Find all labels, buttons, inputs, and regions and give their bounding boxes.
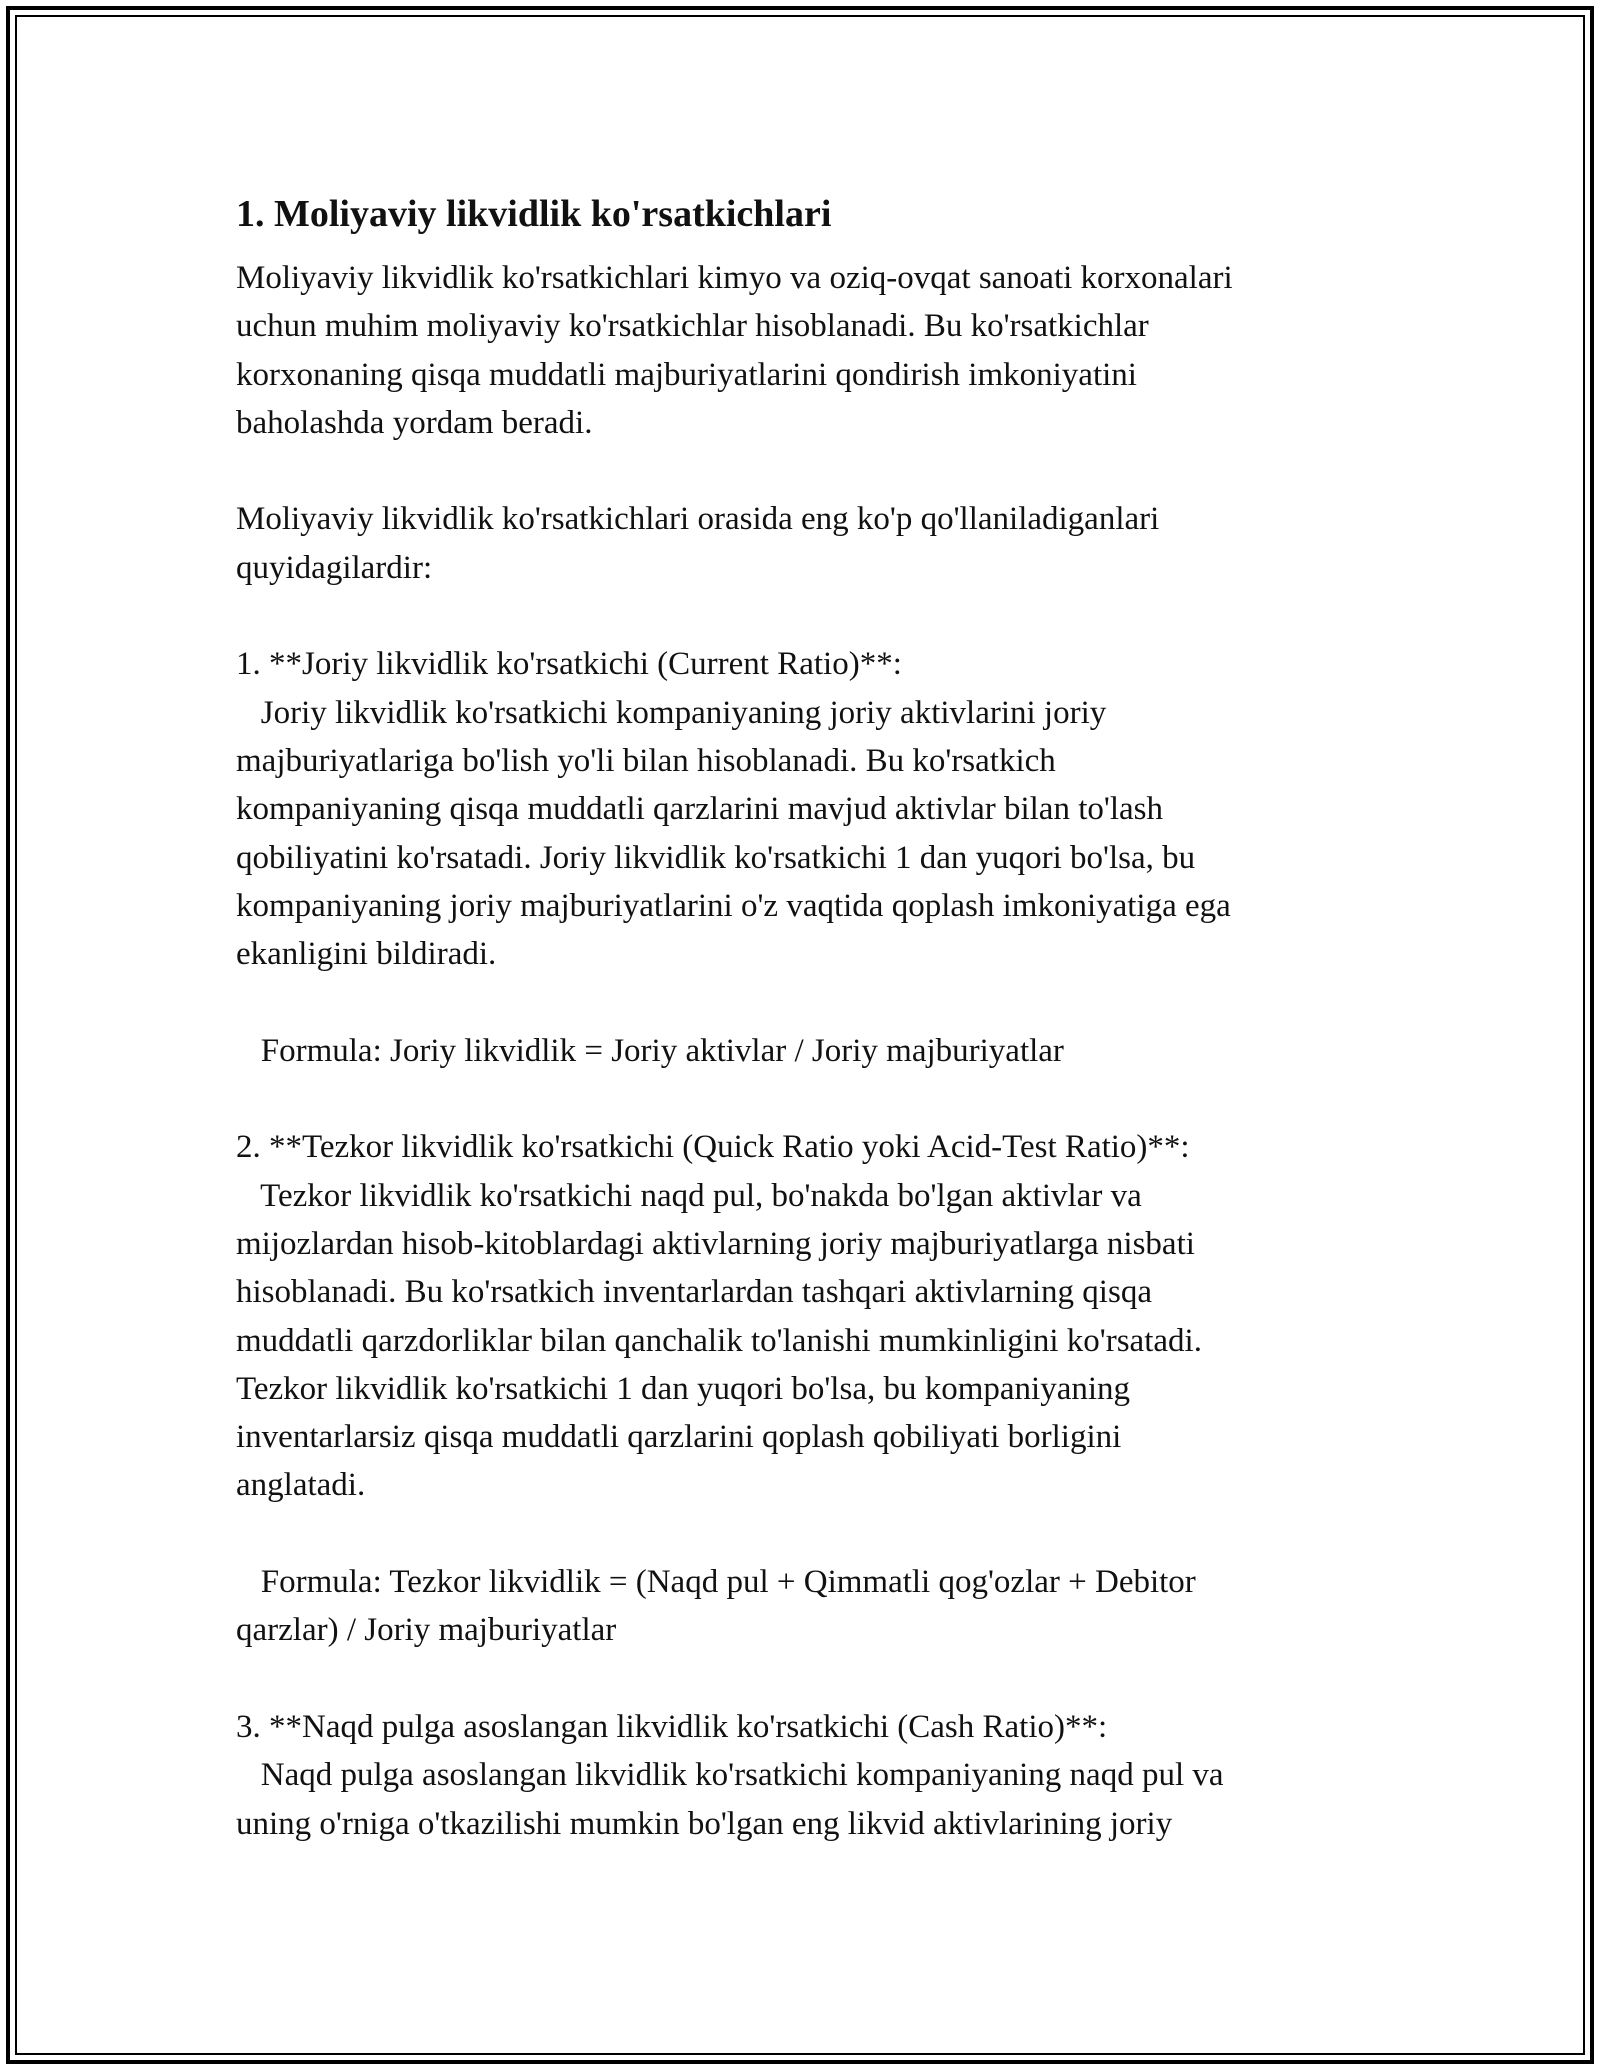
- text-line: Tezkor likvidlik ko'rsatkichi naqd pul, bo'nakda bo'lgan aktivlar va: [236, 1177, 1142, 1214]
- text-line: qobiliyatini ko'rsatadi. Joriy likvidlik ko'rsatkichi 1 dan yuqori bo'lsa, bu: [236, 839, 1196, 876]
- text-line: uning o'rniga o'tkazilishi mumkin bo'lgan eng likvid aktivlarining joriy: [236, 1805, 1173, 1842]
- text-line: baholashda yordam beradi.: [236, 404, 593, 441]
- text-line: inventarlarsiz qisqa muddatli qarzlarini qoplash qobiliyati borligini: [236, 1419, 1122, 1456]
- text-line: Joriy likvidlik ko'rsatkichi kompaniyaning joriy aktivlarini joriy: [236, 694, 1107, 731]
- document-body: [236, 186, 1366, 1848]
- blank-line: [236, 1510, 1366, 1558]
- text-line: qarzlar) / Joriy majburiyatlar: [236, 1612, 617, 1649]
- text-line: uchun muhim moliyaviy ko'rsatkichlar hisoblanadi. Bu ko'rsatkichlar: [236, 308, 1149, 345]
- blank-line: [236, 447, 1366, 495]
- text-line: 1. **Joriy likvidlik ko'rsatkichi (Current Ratio)**:: [236, 646, 902, 683]
- text-line: kompaniyaning joriy majburiyatlarini o'z vaqtida qoplash imkoniyatiga ega: [236, 887, 1231, 924]
- text-line: ekanligini bildiradi.: [236, 936, 497, 973]
- blank-line: [236, 978, 1366, 1026]
- text-line: korxonaning qisqa muddatli majburiyatlarini qondirish imkoniyatini: [236, 356, 1137, 393]
- text-line: Naqd pulga asoslangan likvidlik ko'rsatkichi kompaniyaning naqd pul va: [236, 1757, 1224, 1794]
- text-line: anglatadi.: [236, 1467, 366, 1504]
- blank-line: [236, 592, 1366, 640]
- text-line: Moliyaviy likvidlik ko'rsatkichlari orasida eng ko'p qo'llaniladiganlari: [236, 501, 1160, 538]
- text-line: kompaniyaning qisqa muddatli qarzlarini mavjud aktivlar bilan to'lash: [236, 791, 1163, 828]
- text-line: Formula: Tezkor likvidlik = (Naqd pul + Qimmatli qog'ozlar + Debitor: [236, 1564, 1196, 1601]
- blank-line: [236, 1075, 1366, 1123]
- text-line: Formula: Joriy likvidlik = Joriy aktivlar / Joriy majburiyatlar: [236, 1032, 1064, 1069]
- text-line: majburiyatlariga bo'lish yo'li bilan hisoblanadi. Bu ko'rsatkich: [236, 742, 1056, 779]
- section-heading: 1. Moliyaviy likvidlik ko'rsatkichlari: [236, 193, 832, 235]
- text-line: 3. **Naqd pulga asoslangan likvidlik ko'rsatkichi (Cash Ratio)**:: [236, 1708, 1108, 1745]
- text-line: Moliyaviy likvidlik ko'rsatkichlari kimyo va oziq-ovqat sanoati korxonalari: [236, 260, 1233, 296]
- body-text: [236, 254, 1366, 1848]
- text-line: mijozlardan hisob-kitoblardagi aktivlarning joriy majburiyatlarga nisbati: [236, 1225, 1195, 1262]
- text-line: 2. **Tezkor likvidlik ko'rsatkichi (Quick Ratio yoki Acid-Test Ratio)**:: [236, 1129, 1190, 1166]
- text-line: muddatli qarzdorliklar bilan qanchalik to'lanishi mumkinligini ko'rsatadi.: [236, 1322, 1202, 1359]
- text-line: quyidagilardir:: [236, 549, 433, 586]
- blank-line: [236, 1655, 1366, 1703]
- text-line: hisoblanadi. Bu ko'rsatkich inventarlardan tashqari aktivlarning qisqa: [236, 1274, 1152, 1311]
- text-line: Tezkor likvidlik ko'rsatkichi 1 dan yuqori bo'lsa, bu kompaniyaning: [236, 1370, 1131, 1407]
